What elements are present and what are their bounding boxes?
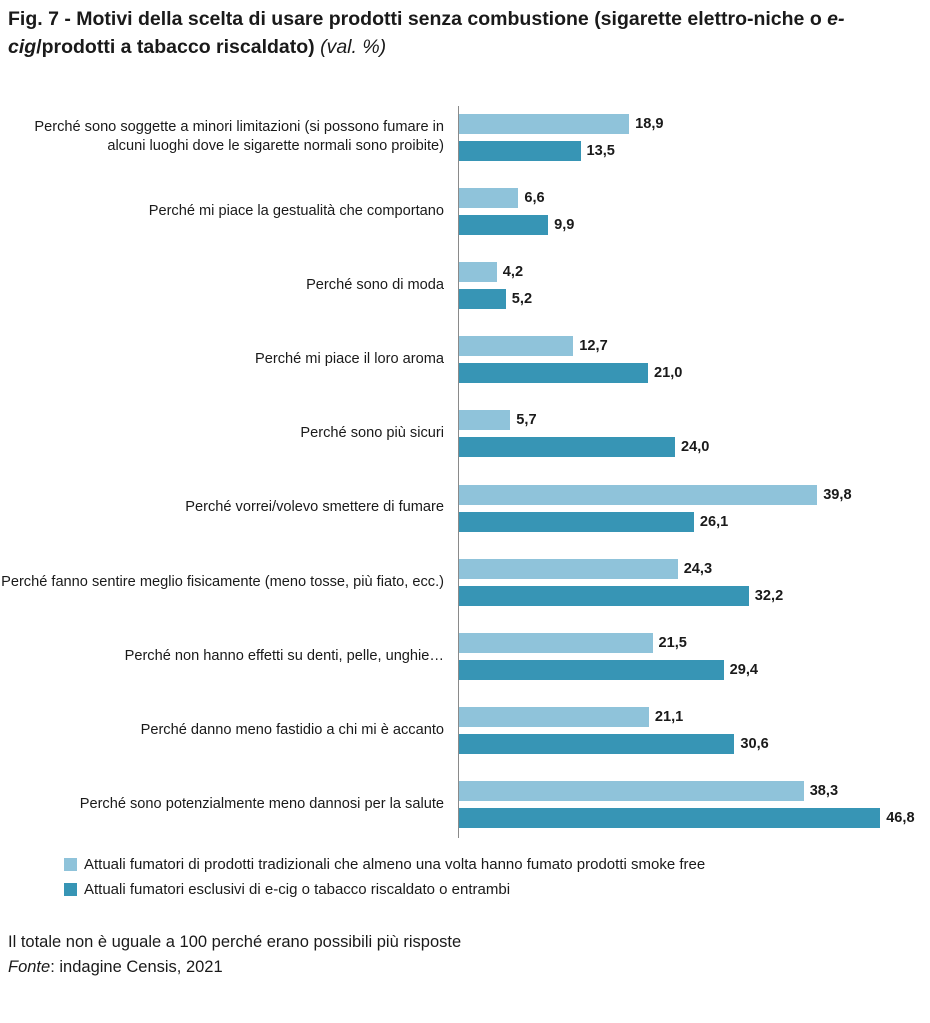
bar-value-label: 13,5 bbox=[586, 142, 615, 159]
bar-series1 bbox=[459, 336, 573, 356]
bar-group bbox=[452, 707, 922, 754]
bar-series2 bbox=[459, 660, 724, 680]
bar-line bbox=[459, 363, 922, 383]
category-label: Perché mi piace il loro aroma bbox=[255, 350, 444, 367]
bar-series1 bbox=[459, 262, 497, 282]
category-label: Perché fanno sentire meglio fisicamente (meno tosse, più fiato, ecc.) bbox=[1, 573, 444, 590]
bar-line bbox=[459, 586, 922, 606]
bar-spacer bbox=[459, 430, 922, 437]
figure-title-main: Fig. 7 - Motivi della scelta di usare prodotti senza combustione (sigarette elettro-niche o bbox=[8, 8, 828, 30]
bar-line bbox=[459, 188, 922, 208]
bar-group bbox=[452, 262, 922, 309]
bar-value-label: 5,2 bbox=[511, 290, 533, 307]
bar-value-label: 38,3 bbox=[809, 783, 839, 800]
bar-series1 bbox=[459, 188, 518, 208]
bar-value-label: 12,7 bbox=[579, 338, 608, 355]
bar-spacer bbox=[459, 727, 922, 734]
bar-group bbox=[452, 336, 922, 383]
bar-value-label: 5,7 bbox=[516, 412, 537, 429]
legend-label-series1: Attuali fumatori di prodotti tradizionali che almeno una volta hanno fumato prodotti smoke free bbox=[84, 856, 706, 873]
bar-line bbox=[459, 781, 922, 801]
bar-line bbox=[459, 410, 922, 430]
bar-value-label: 18,9 bbox=[635, 115, 664, 132]
bar-series2 bbox=[459, 141, 581, 161]
bar-value-label: 46,8 bbox=[886, 810, 915, 827]
chart-row bbox=[0, 397, 930, 471]
category-label: Perché vorrei/volevo smettere di fumare bbox=[185, 499, 444, 516]
bar-line bbox=[459, 512, 922, 532]
chart-row bbox=[0, 100, 930, 174]
bar-value-label: 32,2 bbox=[754, 587, 784, 604]
bar-line bbox=[459, 707, 922, 727]
figure-title-unit: (val. %) bbox=[320, 35, 387, 58]
bar-value-label: 30,6 bbox=[740, 736, 769, 753]
bar-line bbox=[459, 559, 922, 579]
bar-series1 bbox=[459, 410, 510, 430]
category-label: Perché non hanno effetti su denti, pelle, unghie… bbox=[124, 647, 444, 664]
legend-label-series2: Attuali fumatori esclusivi di e-cig o tabacco riscaldato o entrambi bbox=[84, 881, 511, 898]
bar-value-label: 29,4 bbox=[729, 661, 758, 678]
bar-spacer bbox=[459, 356, 922, 363]
bar-line bbox=[459, 215, 922, 235]
bar-group bbox=[452, 781, 922, 828]
legend-item-series2 bbox=[64, 881, 924, 898]
bar-value-label: 4,2 bbox=[502, 263, 524, 280]
bar-series2 bbox=[459, 289, 506, 309]
bar-value-label: 24,3 bbox=[683, 560, 713, 577]
bar-line bbox=[459, 633, 922, 653]
bar-group bbox=[452, 559, 922, 606]
bar-line bbox=[459, 808, 922, 828]
bar-line bbox=[459, 485, 922, 505]
bar-group bbox=[452, 485, 922, 532]
bar-chart bbox=[0, 100, 930, 842]
bar-series2 bbox=[459, 734, 734, 754]
bar-group bbox=[452, 188, 922, 235]
chart-legend bbox=[64, 856, 924, 906]
category-label: Perché sono di moda bbox=[306, 276, 444, 293]
bar-line bbox=[459, 660, 922, 680]
chart-row bbox=[0, 323, 930, 397]
bar-series2 bbox=[459, 586, 749, 606]
note-source-label: Fonte bbox=[8, 957, 51, 976]
bar-series1 bbox=[459, 633, 653, 653]
bar-line bbox=[459, 262, 922, 282]
figure-title-ecig: e-cig bbox=[8, 8, 845, 58]
category-label: Perché sono più sicuri bbox=[300, 425, 444, 442]
bar-value-label: 6,6 bbox=[524, 189, 545, 206]
chart-rows bbox=[0, 100, 930, 842]
chart-row bbox=[0, 619, 930, 693]
note-total: Il totale non è uguale a 100 perché erano possibili più risposte bbox=[8, 933, 462, 951]
bar-group bbox=[452, 410, 922, 457]
figure-title bbox=[8, 6, 922, 61]
note-source-value: : indagine Censis, 2021 bbox=[50, 957, 223, 976]
bar-value-label: 21,0 bbox=[654, 365, 683, 382]
bar-value-label: 39,8 bbox=[823, 486, 852, 503]
bar-value-label: 26,1 bbox=[699, 513, 729, 530]
bar-spacer bbox=[459, 134, 922, 141]
bar-series1 bbox=[459, 781, 804, 801]
bar-series2 bbox=[459, 512, 694, 532]
category-label: Perché sono soggette a minori limitazioni (si possono fumare in alcuni luoghi dove le sigarette normali sono proibite) bbox=[34, 118, 444, 155]
bar-line bbox=[459, 141, 922, 161]
bar-line bbox=[459, 734, 922, 754]
bar-spacer bbox=[459, 801, 922, 808]
category-label: Perché mi piace la gestualità che comportano bbox=[148, 202, 444, 219]
bar-value-label: 24,0 bbox=[681, 439, 710, 456]
legend-swatch-icon-series2 bbox=[64, 883, 77, 896]
chart-row bbox=[0, 768, 930, 842]
bar-spacer bbox=[459, 505, 922, 512]
bar-value-label: 21,1 bbox=[654, 709, 684, 726]
bar-group bbox=[452, 633, 922, 680]
chart-row bbox=[0, 248, 930, 322]
legend-swatch-icon-series1 bbox=[64, 858, 77, 871]
category-label: Perché danno meno fastidio a chi mi è accanto bbox=[140, 721, 444, 738]
bar-series2 bbox=[459, 215, 548, 235]
bar-value-label: 21,5 bbox=[658, 634, 687, 651]
bar-line bbox=[459, 289, 922, 309]
bar-group bbox=[452, 114, 922, 161]
bar-series1 bbox=[459, 485, 817, 505]
bar-value-label: 9,9 bbox=[554, 216, 575, 233]
chart-notes bbox=[8, 930, 908, 980]
chart-row bbox=[0, 471, 930, 545]
bar-series1 bbox=[459, 559, 678, 579]
chart-row bbox=[0, 174, 930, 248]
legend-item-series1 bbox=[64, 856, 924, 873]
bar-line bbox=[459, 437, 922, 457]
chart-row bbox=[0, 694, 930, 768]
bar-spacer bbox=[459, 208, 922, 215]
bar-series1 bbox=[459, 114, 629, 134]
figure-title-middle: /prodotti a tabacco riscaldato) bbox=[36, 35, 321, 58]
bar-spacer bbox=[459, 282, 922, 289]
bar-series2 bbox=[459, 437, 675, 457]
bar-spacer bbox=[459, 653, 922, 660]
bar-line bbox=[459, 114, 922, 134]
chart-row bbox=[0, 545, 930, 619]
category-label: Perché sono potenzialmente meno dannosi per la salute bbox=[79, 796, 444, 813]
bar-line bbox=[459, 336, 922, 356]
bar-series2 bbox=[459, 808, 880, 828]
bar-series2 bbox=[459, 363, 648, 383]
bar-spacer bbox=[459, 579, 922, 586]
note-source bbox=[8, 955, 908, 980]
bar-series1 bbox=[459, 707, 649, 727]
